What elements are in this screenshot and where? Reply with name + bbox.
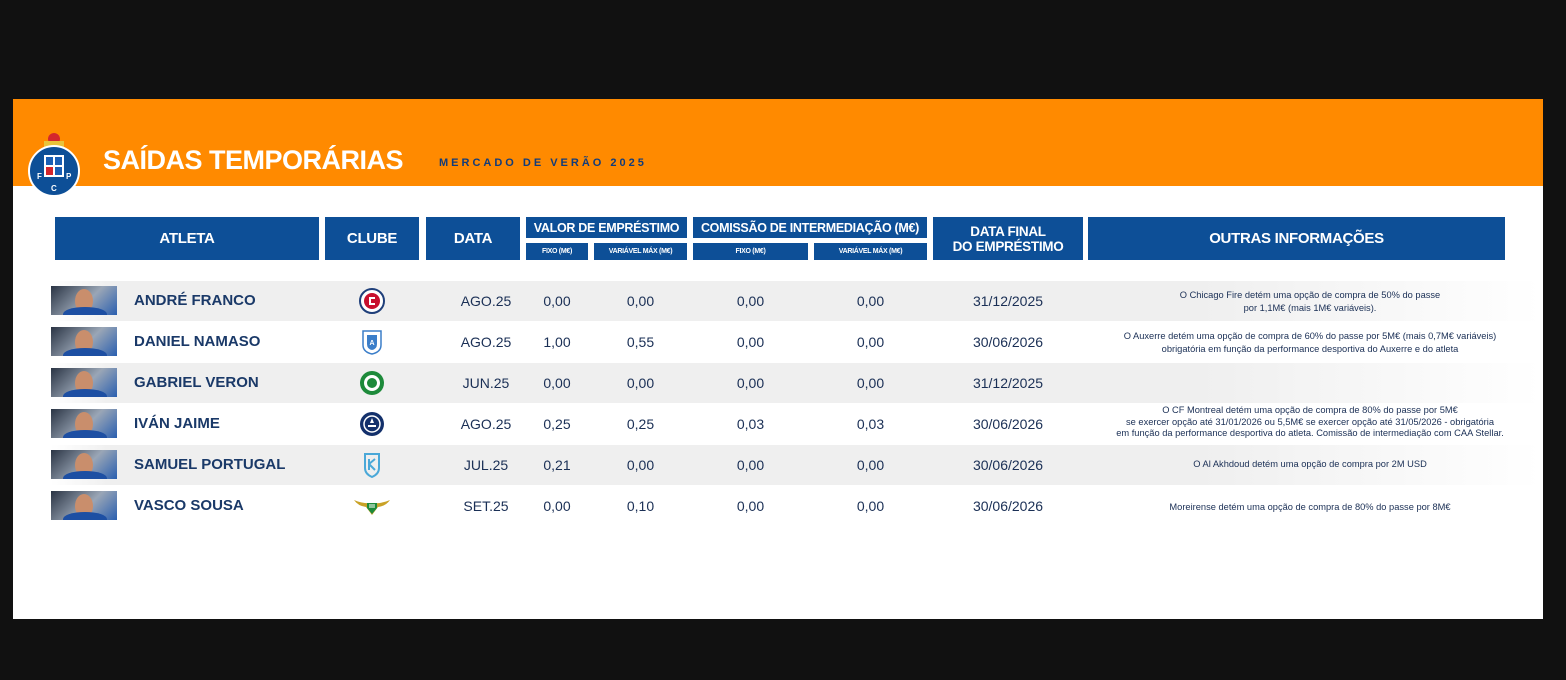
valor-fixo-cell: 0,00 — [543, 498, 571, 514]
comissao-fixo-cell: 0,00 — [736, 498, 765, 514]
moreirense-crest-icon — [353, 493, 391, 519]
comissao-variavel-cell: 0,00 — [856, 293, 885, 309]
auxerre-crest-icon — [359, 329, 385, 355]
player-name: DANIEL NAMASO — [134, 333, 261, 350]
outras-informacoes-cell — [1076, 289, 1544, 314]
header-atleta: ATLETA — [55, 217, 319, 260]
page-subtitle: MERCADO DE VERÃO 2025 — [439, 157, 647, 169]
comissao-fixo-cell: 0,03 — [736, 416, 765, 432]
data-final-cell: 30/06/2026 — [972, 498, 1044, 514]
player-name: ANDRÉ FRANCO — [134, 292, 256, 309]
info-line: se exercer opção até 31/01/2026 ou 5,5M€ se exercer opção até 31/05/2026 - obrigatória — [1126, 416, 1494, 427]
fc-porto-crest-icon — [27, 129, 81, 199]
comissao-variavel-cell: 0,00 — [856, 457, 885, 473]
info-line: O CF Montreal detém uma opção de compra de 80% do passe por 5M€ — [1162, 405, 1458, 415]
comissao-fixo-cell: 0,00 — [736, 334, 765, 350]
valor-variavel-cell: 0,00 — [626, 293, 655, 309]
info-line: em função da performance desportiva do atleta. Comissão de intermediação com CAA Stellar. — [1116, 428, 1504, 438]
outras-informacoes-cell — [1076, 458, 1544, 471]
data-cell: JUN.25 — [462, 375, 510, 391]
valor-variavel-cell: 0,00 — [626, 457, 655, 473]
header-comissao-fixo: FIXO (M€) — [693, 243, 808, 260]
player-photo — [51, 491, 117, 520]
page-title: SAÍDAS TEMPORÁRIAS — [103, 145, 404, 175]
transfers-card — [13, 99, 1543, 619]
comissao-variavel-cell: 0,00 — [856, 375, 885, 391]
header-data-final — [933, 217, 1083, 260]
data-cell: JUL.25 — [463, 457, 509, 473]
player-name: IVÁN JAIME — [134, 415, 220, 432]
cf-montreal-crest-icon — [359, 411, 385, 437]
player-name: SAMUEL PORTUGAL — [134, 456, 286, 473]
info-line: Moreirense detém uma opção de compra de 80% do passe por 8M€ — [1169, 502, 1451, 512]
comissao-variavel-cell: 0,00 — [856, 498, 885, 514]
data-cell: AGO.25 — [460, 293, 512, 309]
comissao-fixo-cell: 0,00 — [736, 457, 765, 473]
table-row — [51, 486, 1541, 526]
player-photo — [51, 368, 117, 397]
info-line: O Chicago Fire detém uma opção de compra de 50% do passe — [1179, 290, 1441, 300]
player-photo — [51, 409, 117, 438]
outras-informacoes-cell — [1076, 405, 1544, 440]
valor-variavel-cell: 0,00 — [626, 375, 655, 391]
outras-informacoes-cell — [1076, 330, 1544, 355]
valor-fixo-cell: 0,00 — [543, 293, 571, 309]
svg-text:C: C — [51, 184, 57, 193]
comissao-variavel-cell: 0,00 — [856, 334, 885, 350]
comissao-fixo-cell: 0,00 — [736, 293, 765, 309]
svg-text:P: P — [66, 172, 72, 181]
header-data-final-line1: DATA FINAL — [970, 223, 1046, 239]
header-valor-fixo: FIXO (M€) — [526, 243, 588, 260]
data-final-cell: 30/06/2026 — [972, 457, 1044, 473]
player-photo — [51, 327, 117, 356]
comissao-variavel-cell: 0,03 — [856, 416, 885, 432]
header-clube: CLUBE — [325, 217, 419, 260]
data-cell: SET.25 — [463, 498, 509, 514]
juventude-crest-icon — [359, 370, 385, 396]
outras-informacoes-cell — [1076, 501, 1544, 514]
player-name: VASCO SOUSA — [134, 497, 244, 514]
valor-fixo-cell: 1,00 — [543, 334, 571, 350]
data-final-cell: 30/06/2026 — [972, 416, 1044, 432]
header-valor-variavel: VARIÁVEL MÁX (M€) — [594, 243, 687, 260]
header-outras-informacoes: OUTRAS INFORMAÇÕES — [1088, 217, 1505, 260]
valor-variavel-cell: 0,55 — [626, 334, 655, 350]
player-name: GABRIEL VERON — [134, 374, 259, 391]
header-comissao-variavel: VARIÁVEL MÁX (M€) — [814, 243, 927, 260]
info-line: obrigatória em função da performance desportiva do Auxerre e do atleta — [1161, 343, 1459, 354]
table-row — [51, 445, 1541, 485]
data-cell: AGO.25 — [460, 416, 512, 432]
svg-text:A: A — [369, 340, 375, 347]
chicago-fire-crest-icon — [359, 288, 385, 314]
player-photo — [51, 286, 117, 315]
header-data-final-line2: DO EMPRÉSTIMO — [952, 238, 1064, 254]
header-comissao: COMISSÃO DE INTERMEDIAÇÃO (M€) — [693, 217, 927, 238]
valor-fixo-cell: 0,21 — [543, 457, 571, 473]
valor-fixo-cell: 0,00 — [543, 375, 571, 391]
info-line: O Al Akhdoud detém uma opção de compra por 2M USD — [1193, 459, 1427, 469]
header-valor-emprestimo: VALOR DE EMPRÉSTIMO — [526, 217, 687, 238]
data-final-cell: 30/06/2026 — [972, 334, 1044, 350]
player-photo — [51, 450, 117, 479]
valor-variavel-cell: 0,10 — [626, 498, 655, 514]
header-data: DATA — [426, 217, 520, 260]
table-row — [51, 281, 1541, 321]
svg-text:F: F — [37, 172, 42, 181]
data-final-cell: 31/12/2025 — [972, 293, 1044, 309]
al-akhdoud-crest-icon — [359, 452, 385, 478]
table-row — [51, 404, 1541, 444]
comissao-fixo-cell: 0,00 — [736, 375, 765, 391]
valor-fixo-cell: 0,25 — [543, 416, 571, 432]
data-final-cell: 31/12/2025 — [972, 375, 1044, 391]
table-row — [51, 322, 1541, 362]
valor-variavel-cell: 0,25 — [626, 416, 655, 432]
data-cell: AGO.25 — [460, 334, 512, 350]
info-line: O Auxerre detém uma opção de compra de 60% do passe por 5M€ (mais 0,7M€ variáveis) — [1123, 331, 1497, 341]
info-line: por 1,1M€ (mais 1M€ variáveis). — [1243, 302, 1377, 313]
table-row — [51, 363, 1541, 403]
